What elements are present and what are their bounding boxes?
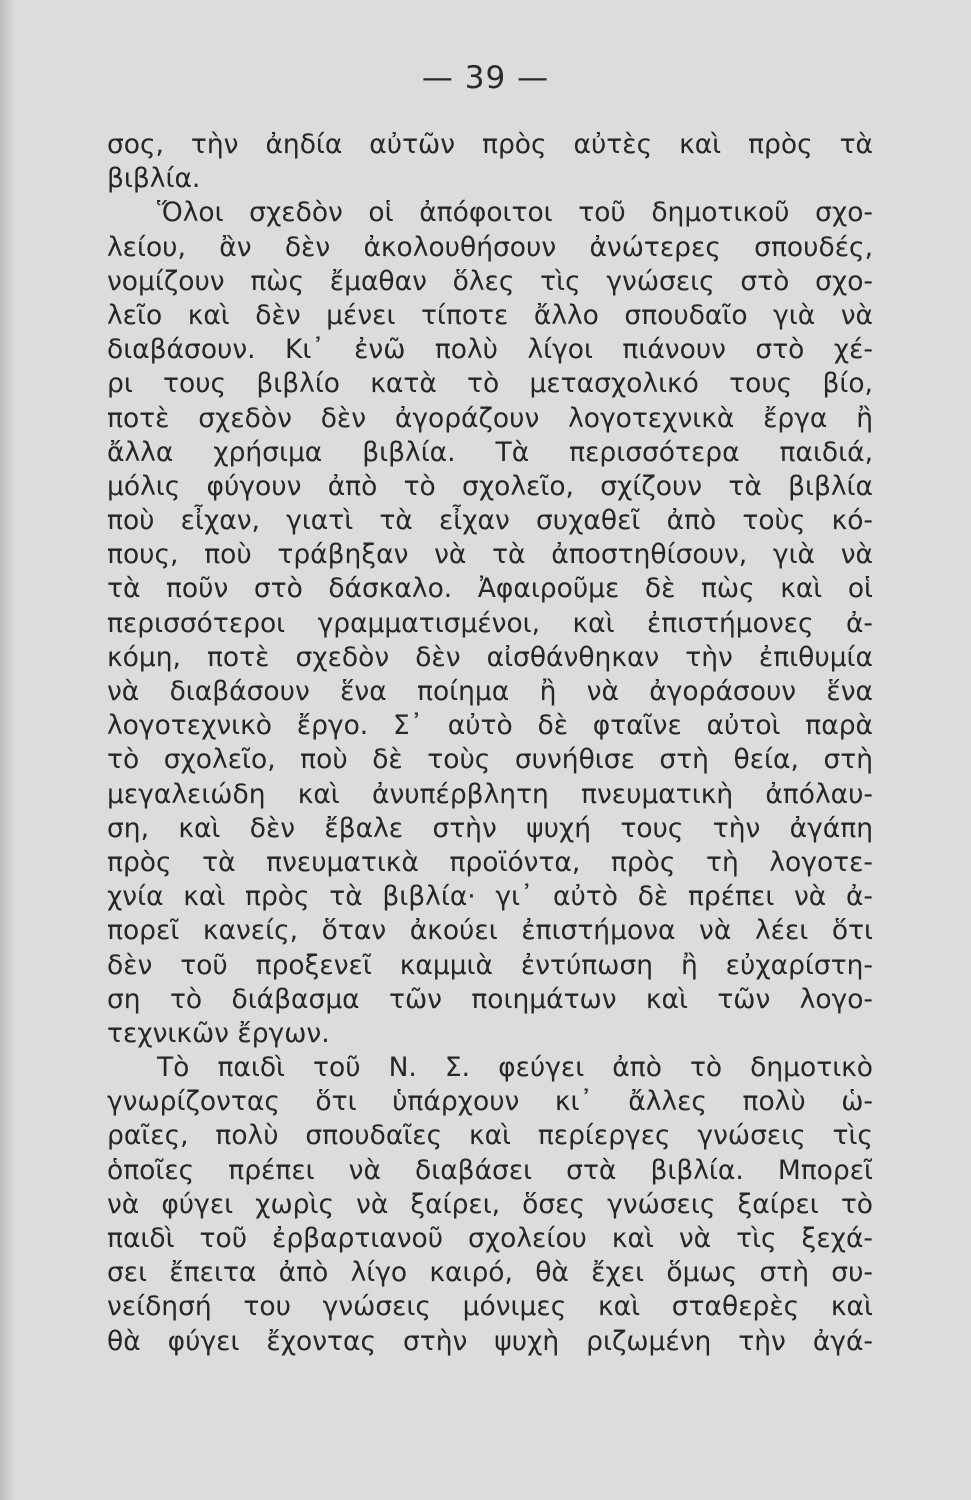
- text-line: ποὺ εἶχαν, γιατὶ τὰ εἶχαν συχαθεῖ ἀπὸ τοὺς κό-: [107, 505, 873, 537]
- text-line: νὰ φύγει χωρὶς νὰ ξαίρει, ὅσες γνώσεις ξαίρει τὸ: [107, 1188, 873, 1220]
- text-line: ἄλλα χρήσιμα βιβλία. Τὰ περισσότερα παιδιά,: [107, 436, 873, 468]
- text-line: σει ἔπειτα ἀπὸ λίγο καιρό, θὰ ἔχει ὅμως στὴ συ-: [107, 1257, 873, 1289]
- text-line: ση τὸ διάβασμα τῶν ποιημάτων καὶ τῶν λογο-: [107, 983, 873, 1015]
- text-line: Τὸ παιδὶ τοῦ Ν. Σ. φεύγει ἀπὸ τὸ δημοτικὸ: [157, 1052, 873, 1084]
- text-line: γνωρίζοντας ὅτι ὑπάρχουν κι᾿ ἄλλες πολὺ ὡ-: [107, 1086, 873, 1118]
- text-line: πους, ποὺ τράβηξαν νὰ τὰ ἀποστηθίσουν, γιὰ νὰ: [107, 539, 873, 571]
- text-line: διαβάσουν. Κι᾿ ἐνῶ πολὺ λίγοι πιάνουν στὸ χέ-: [107, 334, 873, 366]
- text-line: Ὅλοι σχεδὸν οἱ ἀπόφοιτοι τοῦ δημοτικοῦ σχο-: [157, 197, 873, 229]
- text-line: σος, τὴν ἀηδία αὐτῶν πρὸς αὐτὲς καὶ πρὸς τὰ: [107, 129, 873, 160]
- text-line: λογοτεχνικὸ ἔργο. Σ᾿ αὐτὸ δὲ φταῖνε αὐτοὶ παρὰ: [107, 710, 873, 742]
- page-number: — 39 —: [421, 60, 550, 96]
- text-line: ποτὲ σχεδὸν δὲν ἀγοράζουν λογοτεχνικὰ ἔργα ἢ: [107, 402, 873, 434]
- text-line: ση, καὶ δὲν ἔβαλε στὴν ψυχή τους τὴν ἀγάπη: [107, 812, 873, 844]
- text-line: πορεῖ κανείς, ὅταν ἀκούει ἐπιστήμονα νὰ λέει ὅτι: [107, 915, 873, 947]
- text-line: λεῖο καὶ δὲν μένει τίποτε ἄλλο σπουδαῖο γιὰ νὰ: [107, 299, 873, 331]
- text-line: τὰ ποῦν στὸ δάσκαλο. Ἀφαιροῦμε δὲ πὼς καὶ οἱ: [107, 573, 873, 605]
- text-line: δὲν τοῦ προξενεῖ καμμιὰ ἐντύπωση ἢ εὐχαρίστη-: [107, 949, 873, 981]
- text-line: κόμη, ποτὲ σχεδὸν δὲν αἰσθάνθηκαν τὴν ἐπιθυμία: [107, 641, 873, 673]
- text-line: πρὸς τὰ πνευματικὰ προϊόντα, πρὸς τὴ λογοτε-: [107, 846, 873, 878]
- text-line: ρι τους βιβλίο κατὰ τὸ μετασχολικό τους βίο,: [107, 368, 873, 400]
- text-line: νείδησή του γνώσεις μόνιμες καὶ σταθερὲς καὶ: [107, 1291, 873, 1323]
- text-line: παιδὶ τοῦ ἐρβαρτιανοῦ σχολείου καὶ νὰ τὶς ξεχά-: [107, 1223, 873, 1254]
- text-line: νομίζουν πὼς ἔμαθαν ὅλες τὶς γνώσεις στὸ σχο-: [107, 265, 873, 297]
- text-line: ραῖες, πολὺ σπουδαῖες καὶ περίεργες γνώσεις τὶς: [107, 1120, 873, 1152]
- text-line: τεχνικῶν ἔργων.: [107, 1017, 330, 1049]
- text-line: περισσότεροι γραμματισμένοι, καὶ ἐπιστήμονες ἀ-: [107, 607, 873, 639]
- text-line: θὰ φύγει ἔχοντας στὴν ψυχὴ ριζωμένη τὴν ἀγά-: [107, 1325, 873, 1357]
- text-line: μεγαλειώδη καὶ ἀνυπέρβλητη πνευματικὴ ἀπόλαυ-: [107, 778, 873, 810]
- text-line: λείου, ἂν δὲν ἀκολουθήσουν ἀνώτερες σπουδές,: [107, 231, 873, 263]
- text-line: βιβλία.: [107, 163, 201, 195]
- text-line: ὁποῖες πρέπει νὰ διαβάσει στὰ βιβλία. Μπορεῖ: [107, 1154, 873, 1186]
- text-line: μόλις φύγουν ἀπὸ τὸ σχολεῖο, σχίζουν τὰ βιβλία: [107, 470, 873, 502]
- text-line: τὸ σχολεῖο, ποὺ δὲ τοὺς συνήθισε στὴ θεία, στὴ: [107, 744, 873, 776]
- text-line: χνία καὶ πρὸς τὰ βιβλία· γι᾿ αὐτὸ δὲ πρέπει νὰ ἀ-: [107, 881, 873, 913]
- page-edge-shadow: [0, 0, 14, 1500]
- text-line: νὰ διαβάσουν ἕνα ποίημα ἢ νὰ ἀγοράσουν ἕνα: [107, 676, 873, 707]
- body-text: [107, 128, 873, 1359]
